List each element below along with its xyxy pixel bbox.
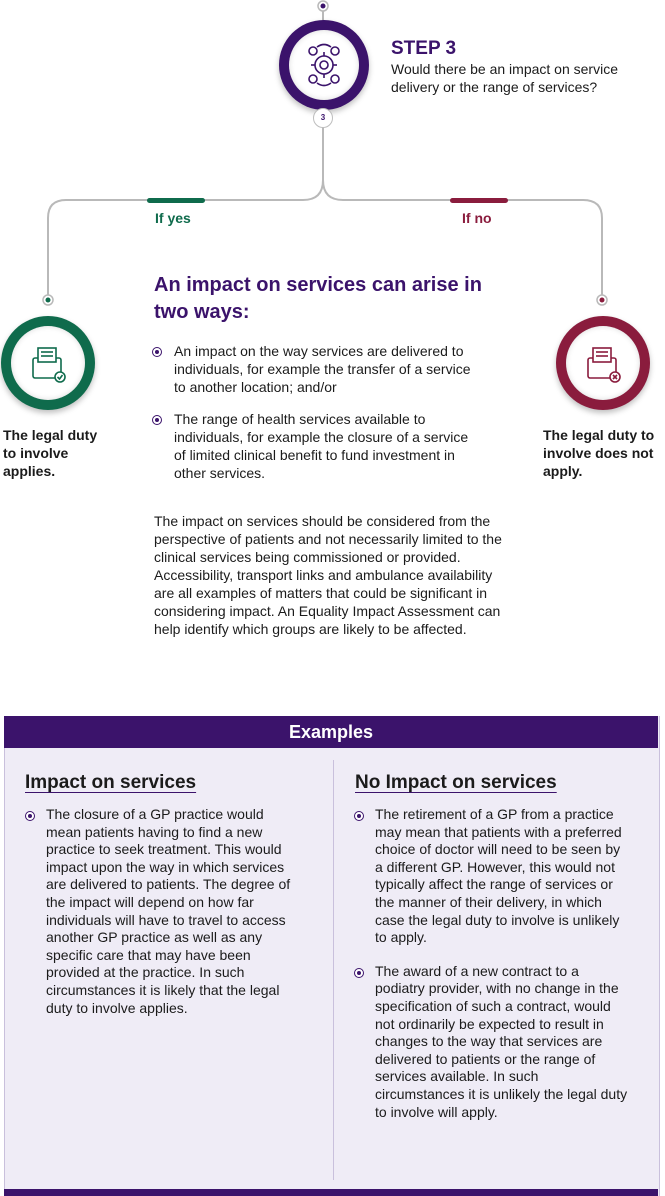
list-item: The retirement of a GP from a practice may mean that patients with a preferred choice of doctor will need to be seen by a different GP. However, this would not typically affect the range of services or the manner of their delivery, in which case the legal duty to involve is unlikely to apply. (354, 806, 630, 947)
list-item: The closure of a GP practice would mean patients having to find a new practice to seek treatment. This would impact upon the way in which services are delivered to patients. The degree of the impact will depend on how far individuals will have to travel to access another GP practice as well as any specific care that may have been provided at the practice. In such circumstances it is likely that the legal duty to involve applies. (25, 806, 301, 1017)
no-outcome-text: The legal duty to involve does not apply. (543, 427, 655, 479)
bullet-dot-icon (25, 811, 35, 821)
bullet-dot-icon (354, 968, 364, 978)
no-impact-example-list (354, 806, 630, 1137)
list-item: The award of a new contract to a podiatry provider, with no change in the specification of such a contract, would not ordinarily be expected to result in changes to the way that services are delivered to patients or the range of services available. In such circumstances it is unlikely the legal duty to involve will apply. (354, 963, 630, 1121)
yes-branch-bar (147, 198, 205, 203)
step-question: Would there be an impact on service delivery or the range of services? (391, 61, 618, 95)
examples-bottom-bar (4, 1189, 658, 1196)
no-node-dot (597, 295, 607, 305)
examples-title: Examples (4, 716, 658, 748)
yes-node-dot (43, 295, 53, 305)
yes-outcome-badge (1, 316, 95, 410)
main-bullet-list (152, 342, 482, 496)
step-number: 3 (313, 108, 333, 128)
bullet-dot-icon (152, 347, 162, 357)
main-paragraph: The impact on services should be considered from the perspective of patients and not necessarily limited to the clinical services being commissioned or provided. Accessibility, transport links and ambulance availability are all examples of matters that could be significant in considering impact. An Equality Impact Assessment can help identify which groups are likely to be affected. (154, 513, 502, 637)
bullet-dot-icon (152, 415, 162, 425)
main-bullet-item: The range of health services available to individuals, for example the closure of a service of limited clinical benefit to fund investment in other services. (152, 410, 482, 482)
impact-example-list (25, 806, 301, 1033)
no-outcome-badge (556, 316, 650, 410)
top-node-dot (318, 1, 328, 11)
main-heading: An impact on services can arise in two ways: (154, 274, 482, 323)
yes-outcome-text: The legal duty to involve applies. (3, 427, 98, 479)
services-cog-icon (289, 30, 359, 100)
step-3-badge (279, 20, 369, 110)
no-branch-label: If no (462, 210, 492, 226)
document-check-icon (11, 326, 85, 400)
impact-column-title: Impact on services (25, 772, 197, 793)
examples-divider (333, 760, 334, 1180)
no-branch-bar (450, 198, 508, 203)
bullet-dot-icon (354, 811, 364, 821)
main-bullet-item: An impact on the way services are delivered to individuals, for example the transfer of a service to another location; and/or (152, 342, 482, 396)
yes-branch-label: If yes (155, 210, 191, 226)
step-title: STEP 3 (391, 38, 457, 59)
no-impact-column-title: No Impact on services (355, 772, 557, 793)
document-cross-icon (566, 326, 640, 400)
